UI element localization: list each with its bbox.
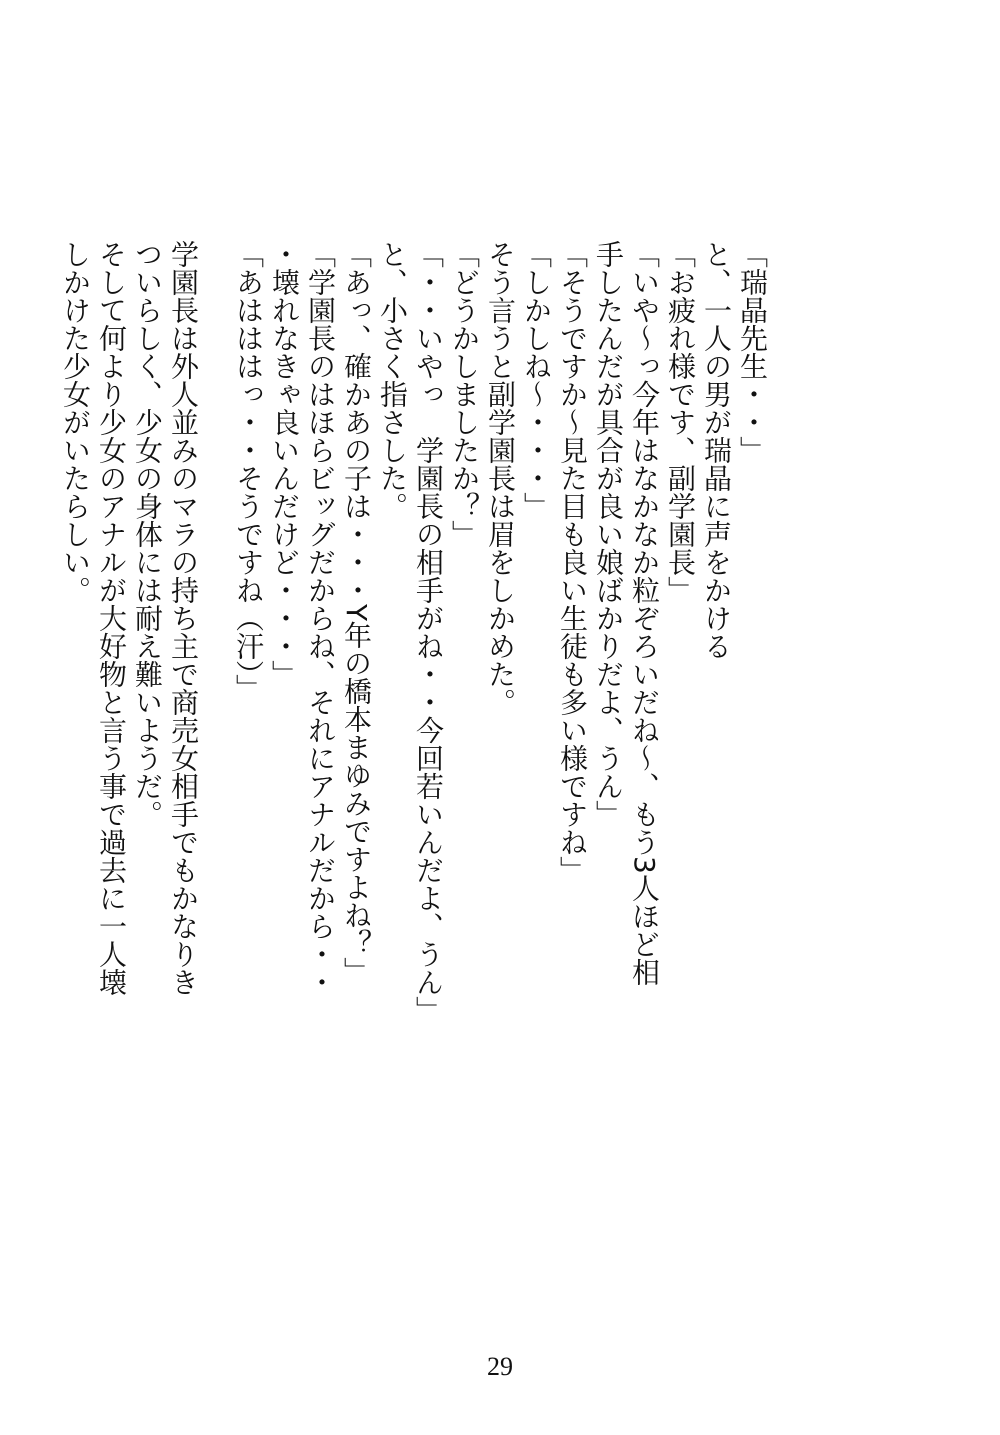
text-line: と、小さく指さした。 [376,240,409,520]
text-line: 「どうかしましたか？」 [448,240,481,548]
text-line: 「いや～っ今年はなかなか粒ぞろいだね～、もう3人ほど相 [628,240,661,986]
text-line: 「そうですか～見た目も良い生徒も多い様ですね」 [556,240,589,884]
text-line: 「学園長のはほらビッグだからね、それにアナルだから・・ [304,240,337,996]
text-line: ついらしく、少女の身体には耐え難いようだ。 [131,240,164,828]
text-line: 「・・いやっ 学園長の相手がね・・今回若いんだよ、うん」 [412,240,445,1024]
text-line: しかけた少女がいたらしい。 [59,240,92,604]
text-line: 学園長は外人並みのマラの持ち主で商売女相手でもかなりき [167,240,200,996]
text-line: と、一人の男が瑞晶に声をかける [700,240,733,660]
vertical-text-body [59,240,770,1024]
page-number: 29 [487,1352,513,1381]
text-line: 「お疲れ様です、副学園長」 [664,240,697,604]
text-line: 「あはははっ・・そうですね（汗）」 [232,240,265,702]
text-line: ・壊れなきゃ良いんだけど・・・」 [268,240,301,688]
text-line: 「しかしね～・・・」 [520,240,553,520]
text-line: 「瑞晶先生・・」 [736,240,769,464]
text-line: そう言うと副学園長は眉をしかめた。 [484,240,517,716]
text-line: 「あっ、確かあの子は・・・Y年の橋本まゆみですよね？」 [340,240,373,986]
text-line: そして何より少女のアナルが大好物と言う事で過去に一人壊 [95,240,128,996]
text-line: 手したんだが具合が良い娘ばかりだよ、うん」 [592,240,625,828]
paragraph-gap [201,240,230,1000]
